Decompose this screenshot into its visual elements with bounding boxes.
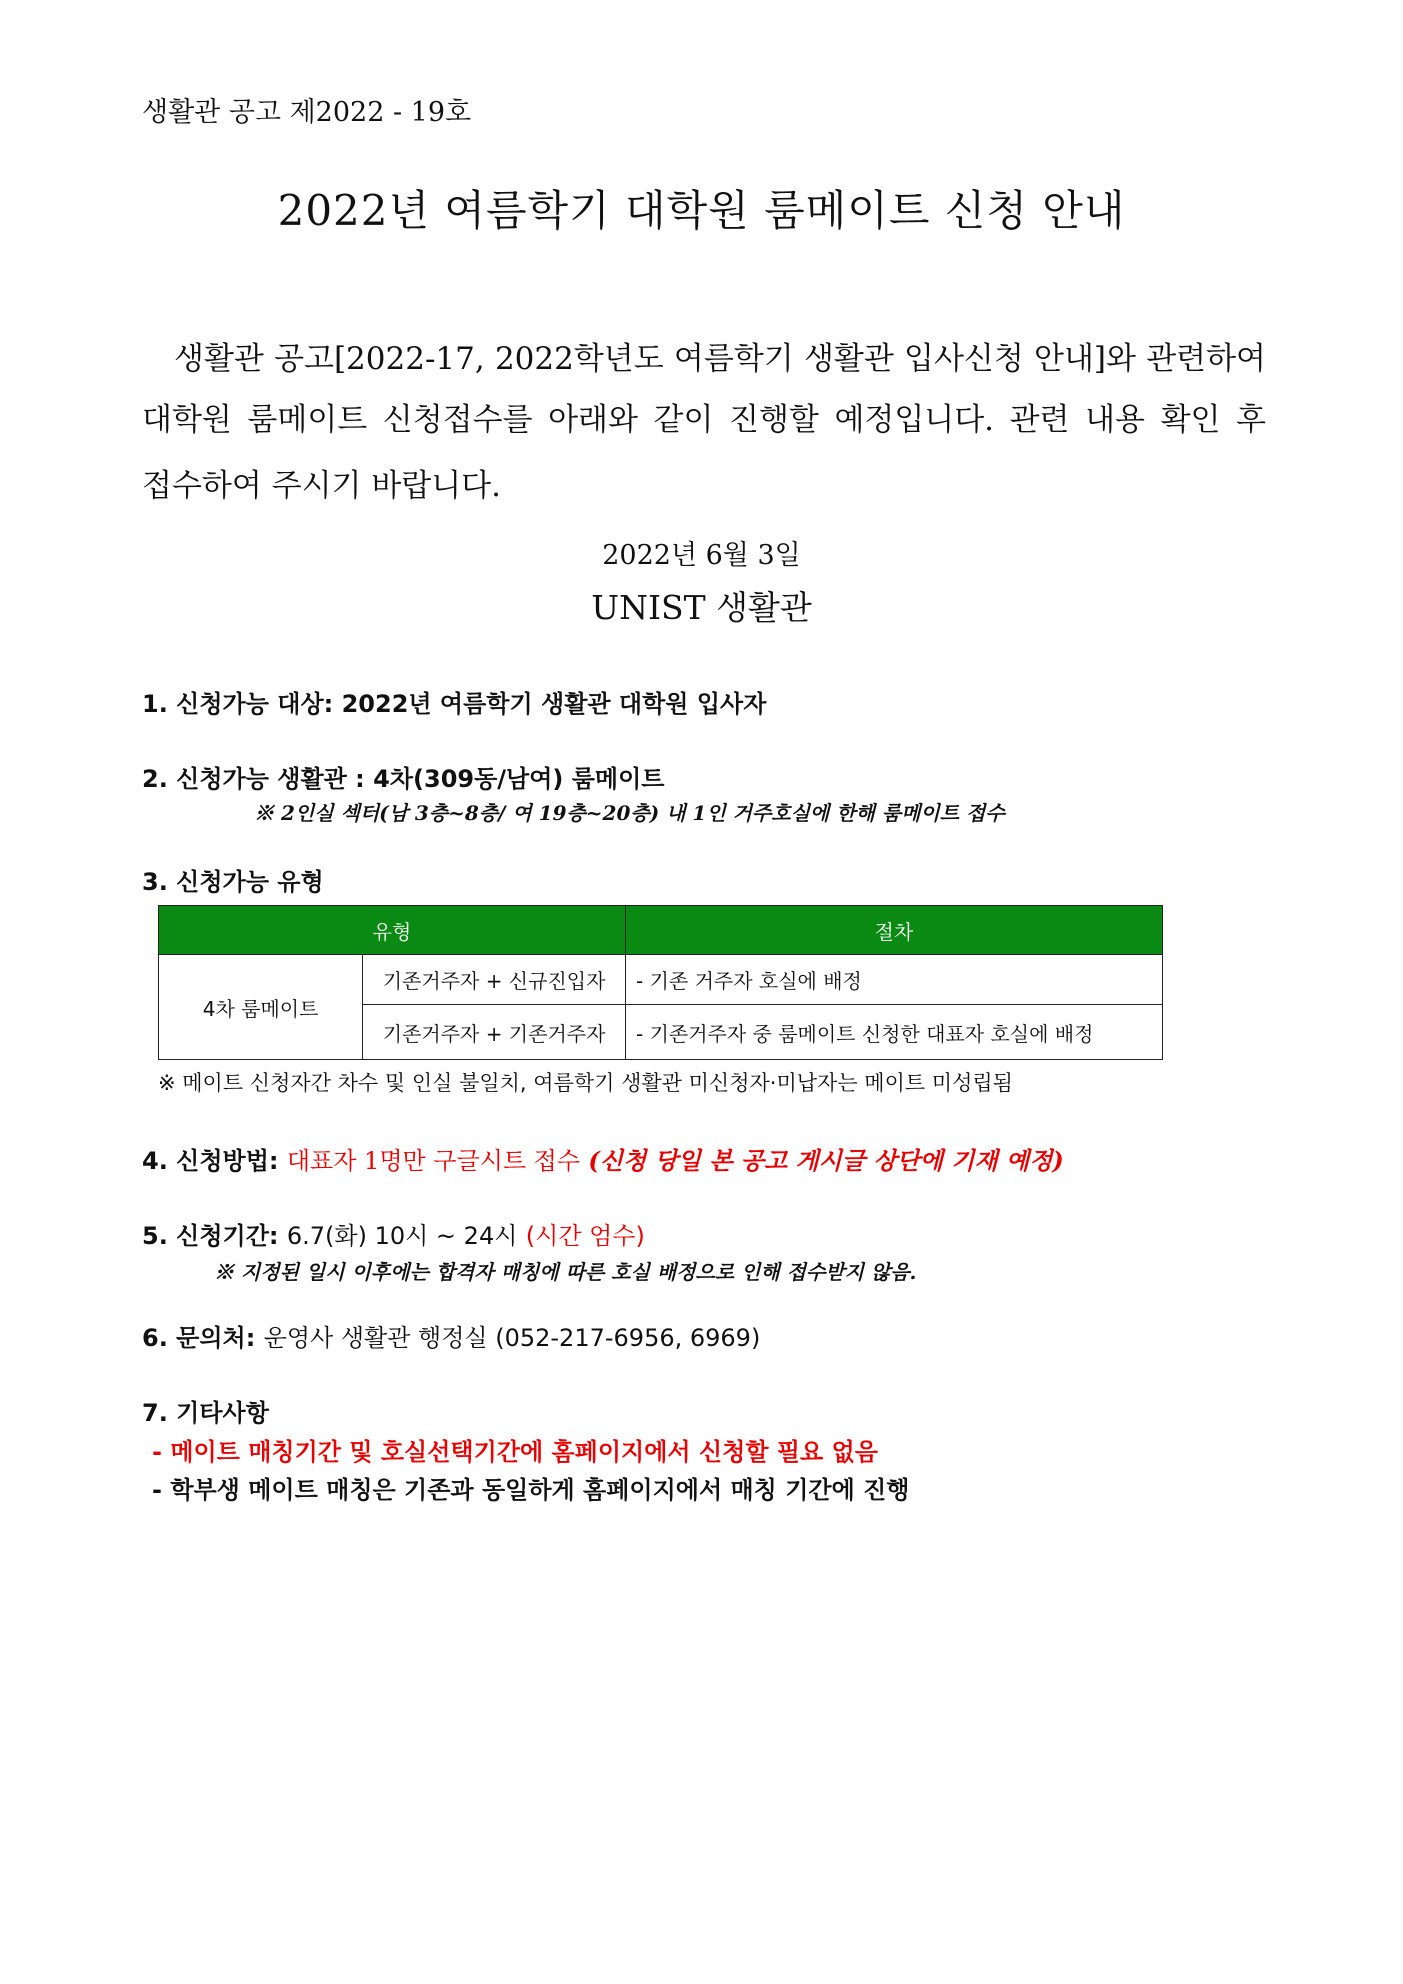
- section-other-item: - 학부생 메이트 매칭은 기존과 동일하게 홈페이지에서 매칭 기간에 진행: [152, 1476, 910, 1504]
- issuing-organization: UNIST 생활관: [591, 588, 812, 627]
- section-method-label: 4. 신청방법:: [142, 1147, 279, 1175]
- intro-line-3: 접수하여 주시기 바랍니다.: [142, 468, 501, 504]
- type-table-footnote: ※ 메이트 신청자간 차수 및 인실 불일치, 여름학기 생활관 미신청자·미납자는 메이트 미성립됨: [158, 1071, 1013, 1095]
- intro-line-1: 생활관 공고[2022-17, 2022학년도 여름학기 생활관 입사신청 안내]와 관련하여: [174, 341, 1266, 377]
- section-period-value: 6.7(화) 10시 ~ 24시: [286, 1222, 518, 1250]
- section-types-label: 3. 신청가능 유형: [142, 868, 324, 896]
- intro-line-2: 대학원 룸메이트 신청접수를 아래와 같이 진행할 예정입니다. 관련 내용 확인 후: [142, 402, 1266, 438]
- section-contact-value: 운영사 생활관 행정실 (052-217-6956, 6969): [263, 1324, 761, 1352]
- page-title: 2022년 여름학기 대학원 룸메이트 신청 안내: [277, 186, 1126, 235]
- type-cell: 기존거주자 + 기존거주자: [363, 1005, 626, 1060]
- section-target: [142, 684, 766, 719]
- procedure-cell: - 기존거주자 중 룸메이트 신청한 대표자 호실에 배정: [626, 1005, 1163, 1060]
- section-method-value: 대표자 1명만 구글시트 접수: [286, 1147, 581, 1175]
- section-other-label: 7. 기타사항: [142, 1399, 269, 1427]
- section-dorm-label: 2. 신청가능 생활관 :: [142, 765, 365, 793]
- type-cell: 기존거주자 + 신규진입자: [363, 955, 626, 1005]
- section-target-value: 2022년 여름학기 생활관 대학원 입사자: [341, 690, 767, 718]
- section-method: [142, 1141, 1064, 1176]
- section-contact-label: 6. 문의처:: [142, 1324, 256, 1352]
- type-table-header-procedure: 절차: [626, 906, 1163, 955]
- notice-number: 생활관 공고 제2022 - 19호: [142, 97, 472, 128]
- type-table-header-type: 유형: [159, 906, 626, 955]
- section-other-item-red: - 메이트 매칭기간 및 호실선택기간에 홈페이지에서 신청할 필요 없음: [152, 1438, 878, 1466]
- section-dorm-note: ※ 2인실 섹터(남 3층~8층/ 여 19층~20층) 내 1인 거주호실에 한해 룸메이트 접수: [254, 801, 1005, 825]
- procedure-cell: - 기존 거주자 호실에 배정: [626, 955, 1163, 1005]
- section-dorm: [142, 759, 664, 794]
- type-group-label: 4차 룸메이트: [159, 955, 363, 1060]
- section-method-note: (신청 당일 본 공고 게시글 상단에 기재 예정): [588, 1146, 1064, 1175]
- notice-date: 2022년 6월 3일: [602, 540, 801, 571]
- section-period-label: 5. 신청기간:: [142, 1222, 279, 1250]
- table-row: [159, 955, 1163, 1005]
- section-target-label: 1. 신청가능 대상:: [142, 690, 334, 718]
- type-table-header-row: [159, 906, 1163, 955]
- section-contact: [142, 1318, 760, 1353]
- section-dorm-value: 4차(309동/남여) 룸메이트: [373, 765, 665, 793]
- section-period-note: ※ 지정된 일시 이후에는 합격자 매칭에 따른 호실 배정으로 인해 접수받지 않음.: [214, 1260, 917, 1284]
- section-period-strict: (시간 엄수): [525, 1222, 645, 1250]
- section-period: [142, 1216, 645, 1251]
- type-table: [158, 905, 1163, 1060]
